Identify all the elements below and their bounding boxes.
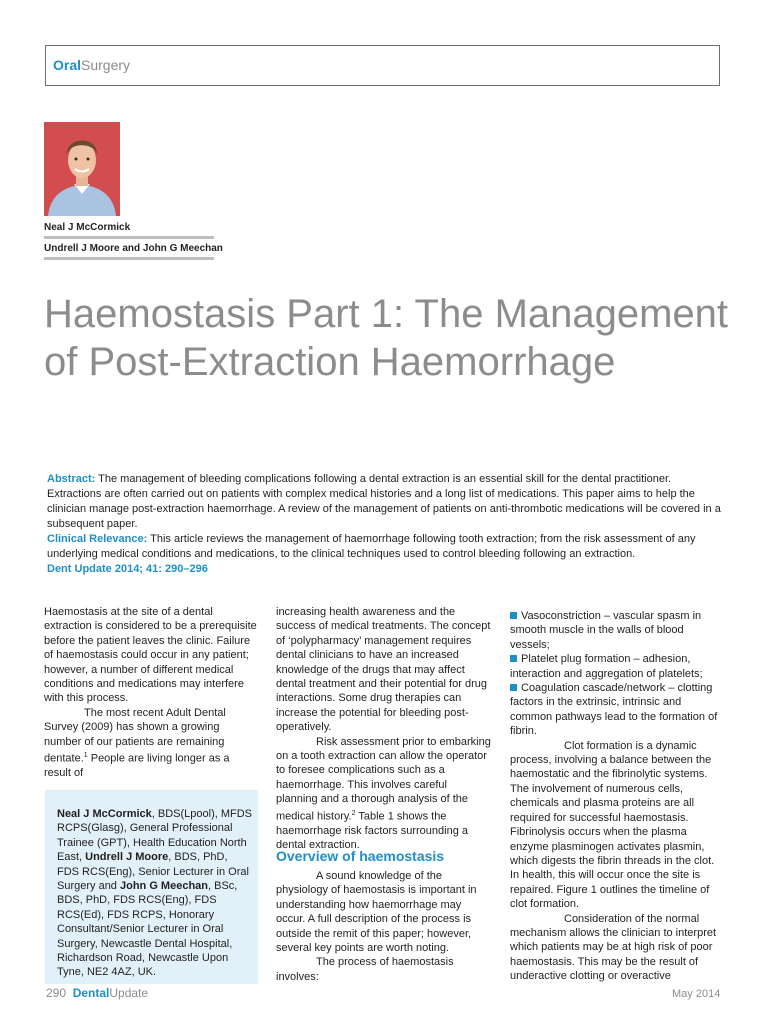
bullet-text: Coagulation cascade/network – clotting factors in the extrinsic, intrinsic and common pathways lead to the formation of fibrin. (510, 682, 718, 738)
col1-paragraph-2-end: People are living longer as a result of (44, 752, 230, 780)
col2-paragraph-1: increasing health awareness and the success of medical treatments. The concept of ‘polypharmacy’ management requires dental clinicians to have an increased knowledge of the drugs that may affect dental treatment and their potential for drug interactions. Some drug therapies can increase the potential for bleeding post-operatively. (276, 606, 491, 734)
co-authors: Undrell J Moore and John G Meechan (44, 243, 223, 254)
bullet-text: Vasoconstriction – vascular spasm in smooth muscle in the walls of blood vessels; (510, 610, 702, 651)
primary-author: Neal J McCormick (44, 222, 131, 233)
list-item (510, 681, 725, 739)
author-rule-2 (44, 257, 214, 260)
col2-paragraph-4: The process of haemostasis involves: (276, 956, 454, 983)
col1-paragraph-1: Haemostasis at the site of a dental extraction is considered to be a prerequisite before the patient leaves the clinic. Failure of haemostasis could occur in any patient; however, a number of different medical conditions and medications may interfere with this process. (44, 606, 257, 705)
affil-name-3: John G Meechan (119, 880, 209, 893)
body-column-2-lower (276, 869, 491, 984)
section-label-part2: Surgery (81, 57, 131, 73)
reference-2: 2 (351, 809, 356, 817)
col2-paragraph-3: A sound knowledge of the physiology of haemostasis is important in understanding how haemorrhage may occur. A full description of the process is outside the remit of this paper; however, several key points are worth noting. (276, 870, 477, 955)
abstract-paragraph (47, 472, 727, 532)
list-item (510, 609, 725, 652)
issue-date: May 2014 (672, 988, 721, 1000)
col1-paragraph-2 (44, 706, 259, 781)
body-column-3 (510, 609, 725, 984)
body-column-2 (276, 605, 491, 853)
abstract-text: The management of bleeding complications following a dental extraction is an essential skill for the dental practitioner. Extractions are often carried out on patients with complex medical histories and a long list of medications. This paper aims to help the clinician manage post-extraction haemorrhage. A review of the management of patients on anti-thrombotic medications will be covered in a subsequent paper. (47, 473, 721, 530)
section-header-box (45, 45, 720, 86)
affil-text-3: , BSc, BDS, PhD, FDS RCS(Eng), FDS RCS(Ed), FDS RCPS, Honorary Consultant/Senior Lecturer in Oral Surgery, Newcastle Dental Hospital, Richardson Road, Newcastle Upon Tyne, NE2 4AZ, UK. (57, 880, 238, 979)
page-number: 290 (46, 986, 67, 1000)
author-rule-1 (44, 236, 214, 239)
body-column-1 (44, 605, 259, 781)
section-heading-overview: Overview of haemostasis (276, 848, 445, 864)
abstract-label: Abstract: (47, 473, 96, 485)
square-bullet-icon (510, 612, 517, 619)
affil-text-2: , BDS, PhD, FDS RCS(Eng), Senior Lecturer in Oral Surgery and (57, 851, 249, 893)
affil-name-1: Neal J McCormick (57, 808, 152, 820)
affil-name-2: Undrell J Moore (85, 851, 169, 864)
clinical-relevance-paragraph (47, 532, 727, 562)
square-bullet-icon (510, 655, 517, 662)
author-portrait-icon (44, 122, 120, 216)
page-footer-left (46, 986, 148, 1000)
author-affiliation-box (45, 790, 258, 984)
journal-name-part1: Dental (72, 986, 110, 1000)
square-bullet-icon (510, 684, 517, 691)
col1-paragraph-2-text: The most recent Adult Dental Survey (2009) has shown a growing number of our patients are remaining dentate. (44, 706, 226, 765)
journal-name-part2: Update (109, 986, 149, 1000)
bullet-text: Platelet plug formation – adhesion, interaction and aggregation of platelets; (510, 653, 703, 680)
affil-text-1: , BDS(Lpool), MFDS RCPS(Glasg), General Professional Trainee (GPT), Health Education North East, (57, 808, 253, 864)
col3-paragraph-2: Consideration of the normal mechanism allows the clinician to interpret which patients may be at high risk of poor haemostasis. This may be the result of underactive clotting or overactive (510, 912, 717, 983)
col2-paragraph-2-text: Risk assessment prior to embarking on a tooth extraction can allow the operator to foresee complications such as a haemorrhage. This involves careful planning and a thorough analysis of the medical history. (276, 735, 491, 823)
abstract-block (47, 472, 727, 577)
citation: Dent Update 2014; 41: 290–296 (47, 563, 208, 575)
col2-paragraph-2-end: Table 1 shows the haemorrhage risk factors surrounding a dental extraction. (276, 810, 468, 852)
col3-paragraph-1: Clot formation is a dynamic process, involving a balance between the haemostatic and the fibrinolytic systems. The involvement of numerous cells, chemicals and plasma proteins are all required for successful haemostasis. Fibrinolysis occurs when the plasma enzyme plasminogen activates plasmin, which digests the fibrin threads in the clot. In health, this will occur once the site is repaired. Figure 1 outlines the timeline of clot formation. (510, 739, 715, 911)
clinical-relevance-label: Clinical Relevance: (47, 533, 148, 545)
section-label-part1: Oral (53, 57, 82, 73)
author-photo (44, 122, 120, 216)
clinical-relevance-text: This article reviews the management of haemorrhage following tooth extraction; from the risk assessment of any underlying medical conditions and medications, to the clinical techniques used to control bleeding following an extraction. (47, 533, 696, 560)
list-item (510, 652, 725, 681)
reference-1: 1 (83, 752, 88, 760)
article-title: Haemostasis Part 1: The Management of Post-Extraction Haemorrhage (44, 292, 729, 384)
col2-paragraph-2 (276, 735, 491, 853)
section-label (53, 57, 130, 73)
